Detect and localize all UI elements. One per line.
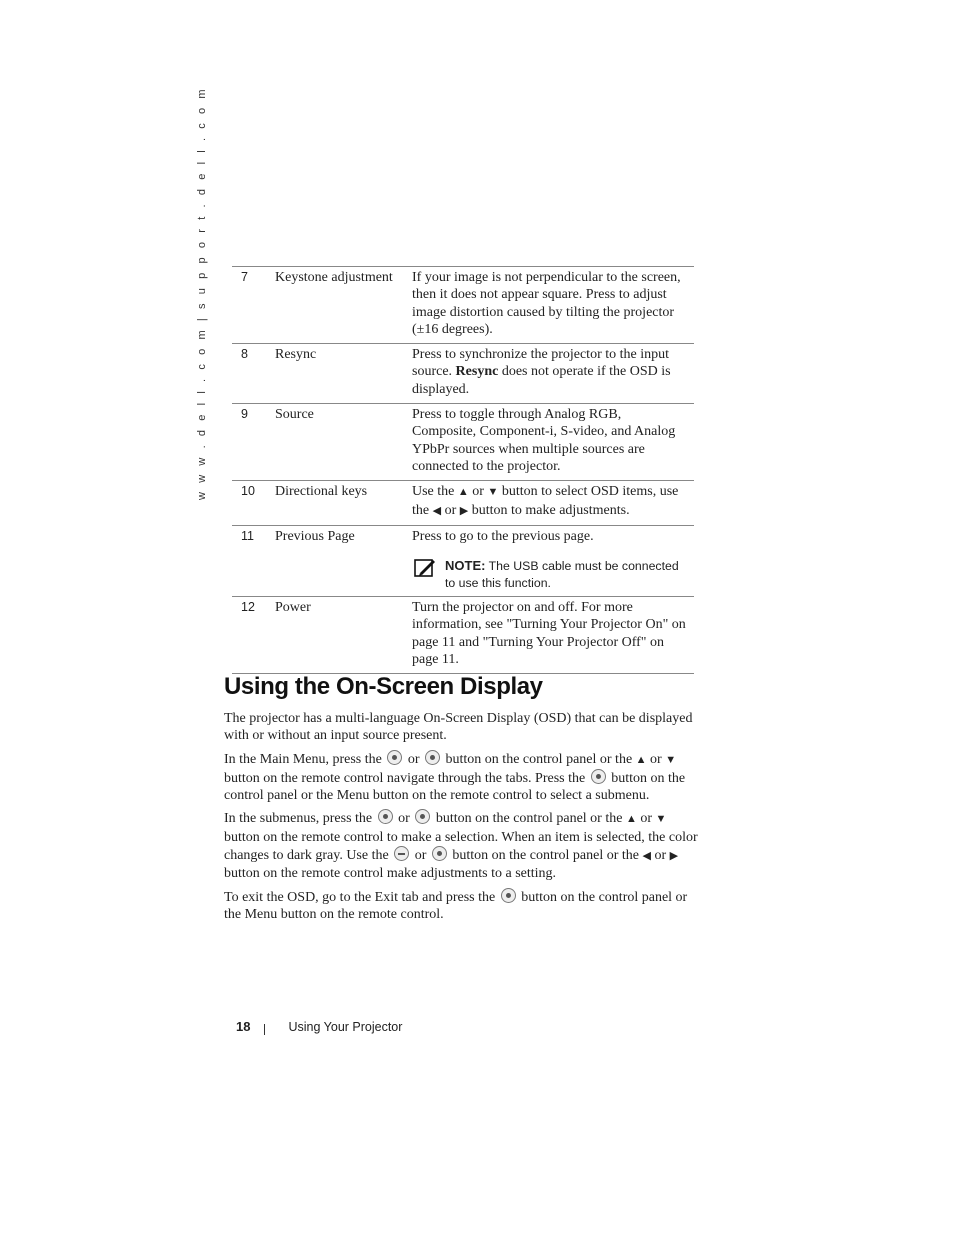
desc-text: Press to go to the previous page.: [412, 528, 594, 544]
down-arrow-icon: ▼: [665, 753, 677, 766]
para-text: button on the control panel or the Menu button on the remote control to select a submenu.: [224, 770, 686, 804]
left-arrow-icon: ◀: [432, 504, 442, 517]
button-description-table: [232, 266, 694, 674]
para-text: or: [394, 811, 414, 827]
menu-button-icon: [501, 888, 516, 903]
para-text: or: [646, 751, 666, 767]
row-name: Directional keys: [275, 481, 412, 526]
paragraph: [224, 809, 700, 882]
para-text: button on the control panel or the: [442, 751, 636, 767]
para-text: button on the remote control make adjustments to a setting.: [224, 866, 557, 882]
control-button-icon: [415, 809, 430, 824]
desc-text: does not operate if the OSD is displayed.: [412, 364, 671, 397]
footer-divider: [264, 1024, 265, 1035]
row-name: Keystone adjustment: [275, 267, 412, 344]
paragraph: [224, 750, 700, 805]
row-description: [412, 344, 694, 404]
desc-bold: Resync: [455, 364, 499, 380]
para-text: button on the control panel or the: [448, 848, 643, 864]
table-row: [232, 481, 694, 526]
desc-text: button to make adjustments.: [468, 502, 630, 518]
note-body: The USB cable must be connected to use this function.: [445, 559, 679, 591]
sidebar-url: [196, 86, 214, 500]
row-description: [412, 481, 694, 526]
left-arrow-icon: ◀: [642, 850, 651, 863]
desc-text: Press to synchronize the projector to the input source.: [412, 347, 669, 380]
note-label: NOTE:: [445, 558, 486, 574]
para-text: button on the control panel or the: [432, 811, 626, 827]
row-description: Press to toggle through Analog RGB, Composite, Component-i, S-video, and Analog YPbPr sources when multiple sources are connected to the projector.: [412, 404, 694, 481]
para-text: or: [404, 751, 424, 767]
control-button-icon: [387, 750, 402, 765]
desc-text: Use the: [412, 484, 458, 500]
up-arrow-icon: ▲: [457, 486, 469, 499]
up-arrow-icon: ▲: [635, 753, 647, 766]
section-heading: Using the On-Screen Display: [224, 673, 543, 700]
note-text: [445, 557, 688, 592]
plus-button-icon: [432, 846, 447, 861]
note-box: [412, 557, 688, 592]
table-row: [232, 597, 694, 674]
right-arrow-icon: ▶: [459, 504, 469, 517]
down-arrow-icon: ▼: [487, 486, 499, 499]
para-text: button on the control panel or the Menu button on the remote control.: [224, 889, 688, 922]
right-arrow-icon: ▶: [669, 850, 679, 863]
para-text: button on the remote control navigate through the tabs. Press the: [224, 770, 589, 786]
para-text: or: [636, 811, 656, 827]
row-number: 9: [232, 404, 275, 481]
desc-text: or: [468, 484, 488, 500]
para-text: In the Main Menu, press the: [224, 751, 386, 767]
para-text: or: [650, 848, 670, 864]
menu-button-icon: [591, 769, 606, 784]
sidebar-url-text: w w w . d e l l . c o m | s u p p o r t . d e l l . c o m: [196, 86, 208, 500]
minus-button-icon: [394, 846, 409, 861]
row-name: Power: [275, 597, 412, 674]
row-description: If your image is not perpendicular to the screen, then it does not appear square. Press to adjust image distortion caused by tilting the projector (±16 degrees).: [412, 267, 694, 344]
paragraph: The projector has a multi-language On-Screen Display (OSD) that can be displayed with or without an input source present.: [224, 711, 693, 744]
para-text: or: [411, 848, 430, 864]
table-row: [232, 267, 694, 344]
page-number: 18: [236, 1019, 251, 1034]
control-button-icon: [378, 809, 393, 824]
row-number: 11: [232, 525, 275, 596]
row-description: Turn the projector on and off. For more information, see "Turning Your Projector On" on page 11 and "Turning Your Projector Off" on page 11.: [412, 597, 694, 674]
note-pencil-icon: [414, 558, 436, 578]
page-footer: [236, 1019, 402, 1035]
section-body: [224, 710, 700, 928]
row-number: 12: [232, 597, 275, 674]
table-row: [232, 404, 694, 481]
desc-text: button to select OSD items, use the: [412, 484, 679, 518]
row-description: [412, 525, 694, 596]
table-row: [232, 344, 694, 404]
down-arrow-icon: ▼: [655, 813, 667, 826]
footer-section-title: Using Your Projector: [288, 1020, 403, 1034]
row-name: Resync: [275, 344, 412, 404]
paragraph: [224, 888, 700, 924]
up-arrow-icon: ▲: [625, 813, 637, 826]
row-name: Previous Page: [275, 525, 412, 596]
table-row: [232, 525, 694, 596]
para-text: To exit the OSD, go to the Exit tab and press the: [224, 889, 499, 905]
control-button-icon: [425, 750, 440, 765]
para-text: In the submenus, press the: [224, 811, 376, 827]
row-name: Source: [275, 404, 412, 481]
row-number: 10: [232, 481, 275, 526]
para-text: button on the remote control to make a selection. When an item is selected, the color changes to dark gray. Use the: [224, 829, 698, 864]
desc-text: or: [441, 502, 460, 518]
row-number: 8: [232, 344, 275, 404]
row-number: 7: [232, 267, 275, 344]
